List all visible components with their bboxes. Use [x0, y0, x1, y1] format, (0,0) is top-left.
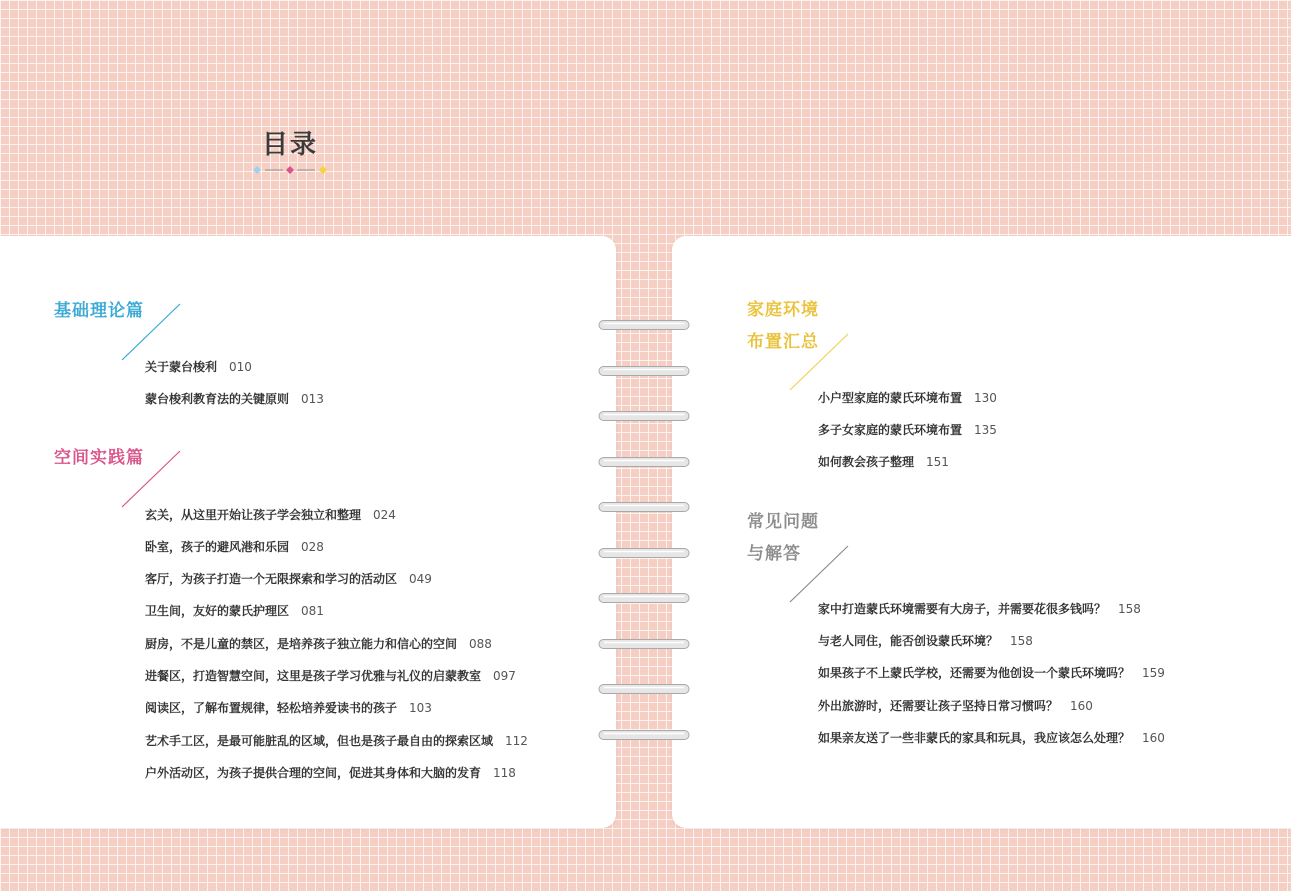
section-divider-slash	[788, 332, 850, 392]
toc-entry-text: 多子女家庭的蒙氏环境布置	[818, 423, 963, 437]
toc-entry[interactable]	[818, 601, 1141, 617]
title-ornament	[248, 162, 332, 178]
toc-entry[interactable]	[818, 698, 1093, 714]
toc-entry-text: 小户型家庭的蒙氏环境布置	[818, 391, 963, 405]
toc-entry-page: 088	[469, 637, 492, 651]
right-page	[672, 236, 1291, 828]
toc-entry-page: 010	[229, 360, 252, 374]
page-title: 目录	[261, 130, 318, 160]
toc-entry-page: 024	[373, 508, 396, 522]
left-page	[0, 236, 616, 828]
toc-entry-text: 玄关，从这里开始让孩子学会独立和整理	[145, 508, 362, 522]
toc-entry-text: 家中打造蒙氏环境需要有大房子，并需要花很多钱吗？	[818, 602, 1107, 616]
toc-entry-text: 与老人同住，能否创设蒙氏环境？	[818, 634, 999, 648]
toc-entry[interactable]	[145, 733, 528, 749]
toc-entry[interactable]	[818, 454, 949, 470]
binder-ring-icon	[598, 683, 690, 695]
toc-entry-text: 艺术手工区，是最可能脏乱的区域，但也是孩子最自由的探索区域	[145, 734, 494, 748]
section-divider-slash	[788, 544, 850, 604]
binder-ring-icon	[598, 592, 690, 604]
pink-diamond-icon	[286, 166, 294, 174]
toc-entry-text: 卧室，孩子的避风港和乐园	[145, 540, 290, 554]
toc-entry-text: 如果孩子不上蒙氏学校，还需要为他创设一个蒙氏环境吗？	[818, 666, 1131, 680]
toc-entry-page: 028	[301, 540, 324, 554]
toc-entry-text: 厨房，不是儿童的禁区，是培养孩子独立能力和信心的空间	[145, 637, 458, 651]
toc-entry[interactable]	[145, 359, 252, 375]
toc-entry-page: 160	[1070, 699, 1093, 713]
section-title-line: 与解答	[747, 544, 801, 564]
toc-entry-page: 158	[1118, 602, 1141, 616]
toc-entry[interactable]	[818, 730, 1165, 746]
toc-entry-page: 118	[493, 766, 516, 780]
blue-diamond-icon	[253, 166, 261, 174]
toc-entry[interactable]	[145, 668, 516, 684]
binder-ring-icon	[598, 547, 690, 559]
toc-entry-text: 蒙台梭利教育法的关键原则	[145, 392, 290, 406]
toc-entry[interactable]	[145, 636, 492, 652]
toc-entry[interactable]	[818, 633, 1033, 649]
toc-entry-text: 户外活动区，为孩子提供合理的空间，促进其身体和大脑的发育	[145, 766, 482, 780]
toc-entry[interactable]	[818, 390, 997, 406]
toc-entry[interactable]	[145, 391, 324, 407]
section-title-line: 基础理论篇	[54, 301, 144, 321]
toc-entry-page: 112	[505, 734, 528, 748]
toc-entry-text: 如何教会孩子整理	[818, 455, 915, 469]
binder-ring-icon	[598, 456, 690, 468]
toc-entry-page: 160	[1142, 731, 1165, 745]
toc-entry[interactable]	[145, 765, 516, 781]
section-title-line: 布置汇总	[747, 332, 819, 352]
toc-entry-page: 130	[974, 391, 997, 405]
toc-entry-page: 159	[1142, 666, 1165, 680]
toc-entry[interactable]	[818, 422, 997, 438]
binder-ring-icon	[598, 638, 690, 650]
toc-entry-page: 013	[301, 392, 324, 406]
binder-ring-icon	[598, 365, 690, 377]
binder-ring-icon	[598, 410, 690, 422]
toc-entry[interactable]	[145, 603, 324, 619]
toc-entry[interactable]	[145, 700, 432, 716]
toc-entry[interactable]	[818, 665, 1165, 681]
toc-entry[interactable]	[145, 539, 324, 555]
toc-entry-page: 049	[409, 572, 432, 586]
binder-ring-icon	[598, 729, 690, 741]
section-divider-slash	[120, 302, 182, 362]
section-title-line: 家庭环境	[747, 300, 819, 320]
toc-entry-text: 阅读区，了解布置规律，轻松培养爱读书的孩子	[145, 701, 398, 715]
toc-entry[interactable]	[145, 507, 396, 523]
section-title-line: 常见问题	[747, 512, 819, 532]
toc-entry-text: 关于蒙台梭利	[145, 360, 218, 374]
toc-entry-page: 097	[493, 669, 516, 683]
yellow-diamond-icon	[319, 166, 327, 174]
toc-entry-text: 如果亲友送了一些非蒙氏的家具和玩具，我应该怎么处理？	[818, 731, 1131, 745]
toc-entry-page: 158	[1010, 634, 1033, 648]
toc-entry-page: 081	[301, 604, 324, 618]
binder-ring-icon	[598, 319, 690, 331]
toc-entry-text: 客厅，为孩子打造一个无限探索和学习的活动区	[145, 572, 398, 586]
toc-entry[interactable]	[145, 571, 432, 587]
toc-entry-text: 外出旅游时，还需要让孩子坚持日常习惯吗？	[818, 699, 1059, 713]
binder-ring-icon	[598, 501, 690, 513]
toc-entry-page: 135	[974, 423, 997, 437]
toc-entry-page: 103	[409, 701, 432, 715]
section-title-line: 空间实践篇	[54, 448, 144, 468]
section-divider-slash	[120, 449, 182, 509]
toc-entry-text: 卫生间，友好的蒙氏护理区	[145, 604, 290, 618]
toc-entry-text: 进餐区，打造智慧空间，这里是孩子学习优雅与礼仪的启蒙教室	[145, 669, 482, 683]
toc-entry-page: 151	[926, 455, 949, 469]
